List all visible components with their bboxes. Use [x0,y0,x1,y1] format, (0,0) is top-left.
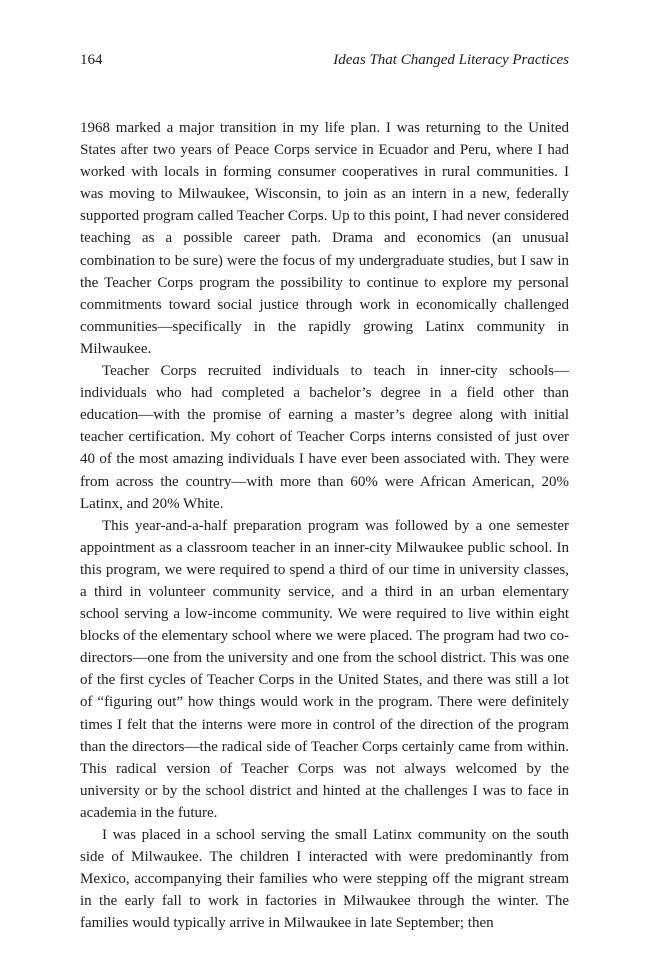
running-title: Ideas That Changed Literacy Practices [333,52,569,68]
paragraph-2: Teacher Corps recruited individuals to teach in inner-city schools—individuals who had completed a bachelor’s degree in a field other than education—with the promise of earning a master’s degree along with initial teacher certification. My cohort of Teacher Corps interns consisted of just over 40 of the most amazing individuals I have ever been associated with. They were from across the country—with more than 60% were African American, 20% Latinx, and 20% White. [80,363,569,512]
paragraph-4: I was placed in a school serving the small Latinx community on the south side of Milwaukee. The children I interacted with were predominantly from Mexico, accompanying their families who were stepping off the migrant stream in the early fall to work in factories in Milwaukee through the winter. The families would typically arrive in Milwaukee in late September; then [80,827,569,932]
running-head [80,52,569,74]
body-text [80,117,569,934]
paragraph-3: This year-and-a-half preparation program was followed by a one semester appointment as a classroom teacher in an inner-city Milwaukee public school. In this program, we were required to spend a third of our time in university classes, a third in volunteer community service, and a third in an urban elementary school serving a low-income community. We were required to live within eight blocks of the elementary school where we were placed. The program had two co-directors—one from the university and one from the school district. This was one of the first cycles of Teacher Corps in the United States, and there was still a lot of “figuring out” how things would work in the program. There were definitely times I felt that the interns were more in control of the direction of the program than the directors—the radical side of Teacher Corps certainly came from within. This radical version of Teacher Corps was not always welcomed by the university or by the school district and hinted at the challenges I was to face in academia in the future. [80,517,569,821]
page-number: 164 [80,52,103,68]
paragraph-1: 1968 marked a major transition in my life plan. I was returning to the United States after two years of Peace Corps service in Ecuador and Peru, where I had worked with locals in forming consumer cooperatives in rural communities. I was moving to Milwaukee, Wisconsin, to join as an intern in a new, federally supported program called Teacher Corps. Up to this point, I had never considered teaching as a possible career path. Drama and economics (an unusual combination to be sure) were the focus of my undergraduate studies, but I saw in the Teacher Corps program the possibility to continue to explore my personal commitments toward social justice through work in economically challenged communities—specifically in the rapidly growing Latinx community in Milwaukee. [80,120,569,357]
